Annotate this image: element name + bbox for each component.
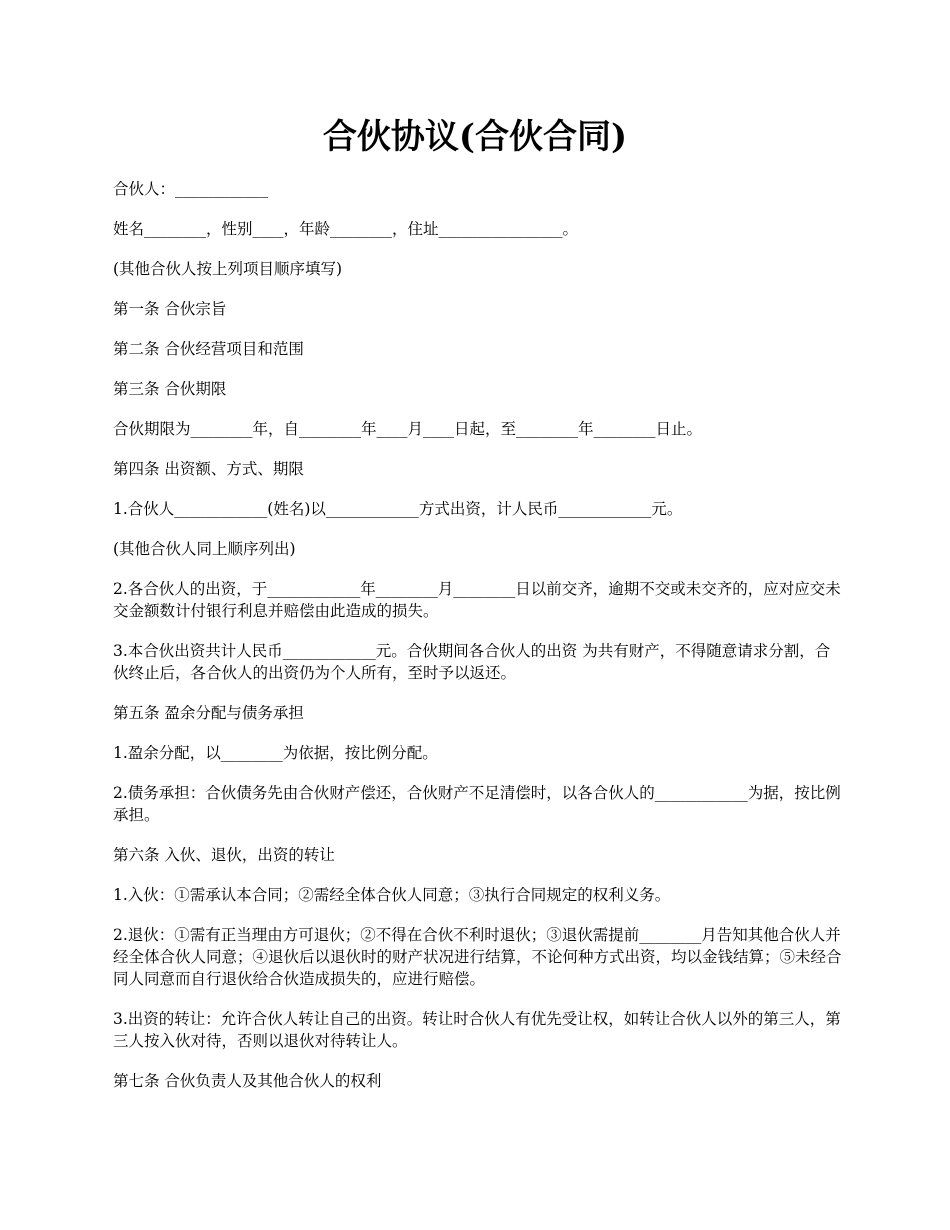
partner-line: 合伙人：____________ (113, 180, 269, 198)
debt-clause: 2.债务承担：合伙债务先由合伙财产偿还，合伙财产不足清偿时，以各合伙人的____________为据，按比例承担。 (113, 784, 841, 824)
article-7-heading: 第七条 合伙负责人及其他合伙人的权利 (113, 1072, 382, 1090)
article-2-heading: 第二条 合伙经营项目和范围 (113, 340, 304, 358)
document-title: 合伙协议(合伙合同) (322, 117, 628, 157)
contribution-clause-3: 3.本合伙出资共计人民币____________元。合伙期间各合伙人的出资 为共有财产，不得随意请求分割，合伙终止后，各合伙人的出资仍为个人所有，至时予以返还。 (113, 642, 831, 682)
transfer-clause: 3.出资的转让：允许合伙人转让自己的出资。转让时合伙人有优先受让权，如转让合伙人以外的第三人，第三人按入伙对待，否则以退伙对待转让人。 (113, 1010, 841, 1050)
note-other-partners-order: (其他合伙人同上顺序列出) (113, 540, 296, 558)
note-other-partners: (其他合伙人按上列项目顺序填写) (113, 260, 343, 278)
article-1-heading: 第一条 合伙宗旨 (113, 300, 227, 318)
document-body (113, 178, 843, 1110)
article-6-heading: 第六条 入伙、退伙，出资的转让 (113, 846, 335, 864)
profit-distribution-clause: 1.盈余分配，以________为依据，按比例分配。 (113, 744, 438, 762)
withdrawal-clause: 2.退伙：①需有正当理由方可退伙；②不得在合伙不利时退伙；③退伙需提前________月告知其他合伙人并经全体合伙人同意；④退伙后以退伙时的财产状况进行结算，不论何种方式出资，均以金钱结算；⑤未经合同人同意而自行退伙给合伙造成损失的，应进行赔偿。 (113, 926, 842, 988)
contribution-clause-1: 1.合伙人____________(姓名)以____________方式出资，计人民币____________元。 (113, 500, 683, 518)
article-3-heading: 第三条 合伙期限 (113, 380, 227, 398)
contribution-clause-2: 2.各合伙人的出资，于____________年________月________日以前交齐，逾期不交或未交齐的，应对应交未交金额数计付银行利息并赔偿由此造成的损失。 (113, 580, 841, 620)
joining-clause: 1.入伙：①需承认本合同；②需经全体合伙人同意；③执行合同规定的权利义务。 (113, 886, 671, 904)
term-line: 合伙期限为________年，自________年____月____日起，至________年________日止。 (113, 420, 703, 438)
article-4-heading: 第四条 出资额、方式、期限 (113, 460, 304, 478)
article-5-heading: 第五条 盈余分配与债务承担 (113, 704, 304, 722)
partner-info-line: 姓名________，性别____，年龄________，住址________________。 (113, 220, 579, 238)
